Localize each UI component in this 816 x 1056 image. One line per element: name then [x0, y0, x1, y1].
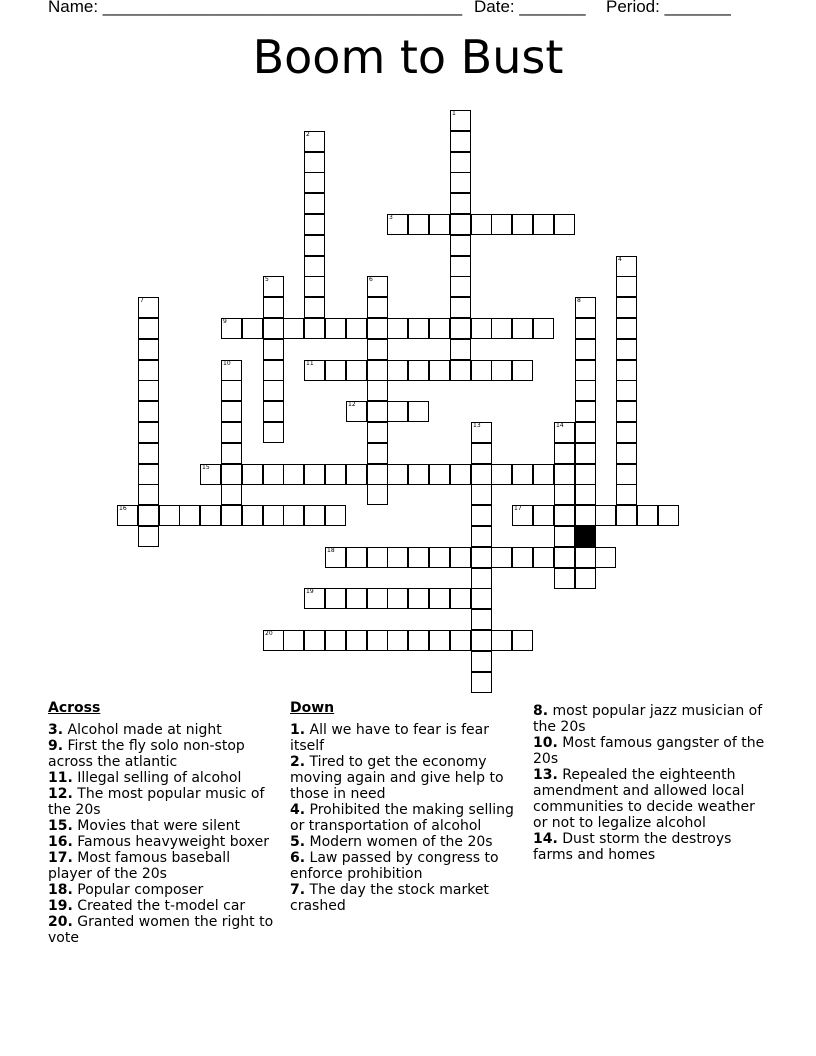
clue-item	[48, 818, 276, 834]
crossword-cell[interactable]	[554, 505, 575, 526]
page-title: Boom to Bust	[252, 30, 564, 84]
clue-item-number: 15.	[48, 818, 73, 834]
crossword-cell[interactable]	[346, 464, 367, 485]
crossword-cell[interactable]	[450, 172, 471, 193]
clue-item-text: First the fly solo non-stop across the atlantic	[48, 738, 245, 770]
crossword-cell[interactable]	[221, 422, 242, 443]
down-clues-column-1	[290, 700, 518, 914]
clue-item-text: Illegal selling of alcohol	[72, 770, 242, 786]
crossword-cell[interactable]	[138, 443, 159, 464]
clue-item	[290, 882, 518, 914]
clue-item-number: 17.	[48, 850, 73, 866]
clue-number: 8	[577, 297, 581, 304]
crossword-cell[interactable]	[616, 318, 637, 339]
clue-item-number: 4.	[290, 802, 306, 818]
clue-item-number: 18.	[48, 882, 73, 898]
clue-item	[533, 735, 773, 767]
crossword-cell[interactable]	[325, 464, 346, 485]
clue-item	[290, 802, 518, 834]
clue-item-text: All we have to fear is fear itself	[290, 722, 489, 754]
crossword-cell[interactable]	[325, 588, 346, 609]
crossword-cell[interactable]	[533, 505, 554, 526]
crossword-cell[interactable]	[512, 547, 533, 568]
crossword-cell[interactable]	[450, 297, 471, 318]
clue-item-text: Granted women the right to vote	[48, 914, 274, 946]
clue-number: 4	[618, 256, 622, 263]
crossword-cell[interactable]	[346, 630, 367, 651]
clue-number: 3	[389, 214, 393, 221]
clue-item-text: Modern women of the 20s	[305, 834, 493, 850]
crossword-cell[interactable]	[471, 214, 492, 235]
crossword-cell[interactable]	[304, 172, 325, 193]
crossword-cell[interactable]	[221, 360, 242, 381]
crossword-cell[interactable]	[554, 568, 575, 589]
crossword-cell[interactable]	[429, 588, 450, 609]
crossword-cell[interactable]	[491, 464, 512, 485]
crossword-cell[interactable]	[575, 443, 596, 464]
clue-item	[533, 703, 773, 735]
clue-item-text: The day the stock market crashed	[290, 882, 489, 914]
crossword-cell[interactable]	[367, 276, 388, 297]
clue-number: 9	[223, 318, 227, 325]
crossword-cell[interactable]	[117, 505, 138, 526]
crossword-cell[interactable]	[367, 422, 388, 443]
crossword-cell[interactable]	[367, 630, 388, 651]
clue-item	[533, 767, 773, 831]
crossword-cell[interactable]	[304, 588, 325, 609]
crossword-cell[interactable]	[471, 651, 492, 672]
crossword-cell[interactable]	[200, 464, 221, 485]
crossword-cell[interactable]	[575, 318, 596, 339]
clue-item	[48, 738, 276, 770]
clue-number: 20	[265, 630, 273, 637]
clue-item	[290, 834, 518, 850]
crossword-cell[interactable]	[616, 256, 637, 277]
crossword-cell[interactable]	[304, 193, 325, 214]
clue-number: 2	[306, 131, 310, 138]
crossword-cell[interactable]	[263, 339, 284, 360]
crossword-cell[interactable]	[595, 505, 616, 526]
clue-item-number: 9.	[48, 738, 64, 754]
crossword-cell[interactable]	[450, 152, 471, 173]
crossword-cell[interactable]	[554, 214, 575, 235]
crossword-cell[interactable]	[367, 360, 388, 381]
crossword-cell[interactable]	[304, 256, 325, 277]
clue-number: 11	[306, 360, 314, 367]
clue-item-number: 12.	[48, 786, 73, 802]
crossword-cell[interactable]	[575, 505, 596, 526]
clue-item-text: Famous heavyweight boxer	[72, 834, 269, 850]
crossword-cell[interactable]	[325, 360, 346, 381]
crossword-cell[interactable]	[283, 464, 304, 485]
crossword-cell[interactable]	[471, 588, 492, 609]
period-field-label: Period: _______	[606, 0, 731, 16]
clue-item-text: Most famous baseball player of the 20s	[48, 850, 231, 882]
crossword-cell[interactable]	[575, 547, 596, 568]
crossword-cell[interactable]	[138, 484, 159, 505]
crossword-cell[interactable]	[325, 505, 346, 526]
clue-item-text: Law passed by congress to enforce prohibition	[290, 850, 499, 882]
crossword-cell[interactable]	[408, 318, 429, 339]
clue-item	[290, 722, 518, 754]
crossword-cell[interactable]	[367, 547, 388, 568]
crossword-cell[interactable]	[429, 630, 450, 651]
across-clues	[48, 700, 276, 946]
crossword-cell[interactable]	[263, 276, 284, 297]
crossword-cell[interactable]	[367, 318, 388, 339]
crossword-cell[interactable]	[491, 360, 512, 381]
black-cell	[575, 526, 596, 547]
clue-item-number: 13.	[533, 767, 558, 783]
crossword-cell[interactable]	[575, 380, 596, 401]
clue-item-text: most popular jazz musician of the 20s	[533, 703, 763, 735]
crossword-cell[interactable]	[491, 318, 512, 339]
name-field-label: Name: ______________________________________	[48, 0, 463, 16]
clue-number: 12	[348, 401, 356, 408]
down-heading: Down	[290, 700, 335, 716]
crossword-cell[interactable]	[408, 214, 429, 235]
crossword-cell[interactable]	[554, 443, 575, 464]
clue-item	[48, 834, 276, 850]
crossword-cell[interactable]	[304, 464, 325, 485]
crossword-cell[interactable]	[533, 547, 554, 568]
crossword-cell[interactable]	[637, 505, 658, 526]
crossword-cell[interactable]	[533, 318, 554, 339]
crossword-cell[interactable]	[221, 464, 242, 485]
crossword-cell[interactable]	[450, 235, 471, 256]
crossword-cell[interactable]	[471, 526, 492, 547]
crossword-cell[interactable]	[450, 276, 471, 297]
crossword-cell[interactable]	[325, 547, 346, 568]
crossword-cell[interactable]	[512, 214, 533, 235]
crossword-cell[interactable]	[138, 464, 159, 485]
crossword-cell[interactable]	[512, 318, 533, 339]
crossword-cell[interactable]	[408, 360, 429, 381]
crossword-cell[interactable]	[471, 672, 492, 693]
crossword-cell[interactable]	[512, 464, 533, 485]
clue-number: 16	[119, 505, 127, 512]
clue-item-number: 20.	[48, 914, 73, 930]
clue-number: 10	[223, 360, 231, 367]
crossword-cell[interactable]	[367, 339, 388, 360]
crossword-cell[interactable]	[304, 235, 325, 256]
crossword-cell[interactable]	[575, 339, 596, 360]
crossword-cell[interactable]	[616, 464, 637, 485]
crossword-cell[interactable]	[138, 380, 159, 401]
crossword-cell[interactable]	[242, 505, 263, 526]
crossword-cell[interactable]	[367, 401, 388, 422]
crossword-cell[interactable]	[346, 318, 367, 339]
crossword-cell[interactable]	[450, 547, 471, 568]
crossword-cell[interactable]	[471, 318, 492, 339]
crossword-cell[interactable]	[512, 505, 533, 526]
clue-item-text: The most popular music of the 20s	[48, 786, 265, 818]
clue-item-number: 14.	[533, 831, 558, 847]
crossword-cell[interactable]	[387, 214, 408, 235]
clue-item	[48, 722, 276, 738]
crossword-cell[interactable]	[263, 297, 284, 318]
crossword-cell[interactable]	[575, 422, 596, 443]
clue-item-number: 10.	[533, 735, 558, 751]
crossword-cell[interactable]	[200, 505, 221, 526]
crossword-cell[interactable]	[283, 505, 304, 526]
crossword-cell[interactable]	[138, 401, 159, 422]
crossword-cell[interactable]	[554, 484, 575, 505]
crossword-cell[interactable]	[179, 505, 200, 526]
crossword-cell[interactable]	[263, 360, 284, 381]
crossword-cell[interactable]	[304, 505, 325, 526]
crossword-cell[interactable]	[387, 318, 408, 339]
clue-item	[533, 831, 773, 863]
clue-item-text: Prohibited the making selling or transportation of alcohol	[290, 802, 514, 834]
crossword-cell[interactable]	[450, 131, 471, 152]
crossword-cell[interactable]	[263, 505, 284, 526]
clue-number: 1	[452, 110, 456, 117]
crossword-cell[interactable]	[616, 339, 637, 360]
clue-item-text: Movies that were silent	[72, 818, 240, 834]
crossword-cell[interactable]	[575, 484, 596, 505]
crossword-cell[interactable]	[616, 422, 637, 443]
crossword-cell[interactable]	[471, 464, 492, 485]
crossword-cell[interactable]	[221, 318, 242, 339]
crossword-cell[interactable]	[616, 360, 637, 381]
crossword-cell[interactable]	[450, 339, 471, 360]
crossword-cell[interactable]	[387, 464, 408, 485]
crossword-cell[interactable]	[367, 443, 388, 464]
crossword-cell[interactable]	[575, 297, 596, 318]
clue-item	[290, 850, 518, 882]
clue-number: 6	[369, 276, 373, 283]
crossword-cell[interactable]	[221, 380, 242, 401]
crossword-cell[interactable]	[616, 505, 637, 526]
crossword-cell[interactable]	[408, 464, 429, 485]
crossword-cell[interactable]	[304, 297, 325, 318]
crossword-cell[interactable]	[450, 630, 471, 651]
crossword-cell[interactable]	[575, 360, 596, 381]
crossword-cell[interactable]	[346, 401, 367, 422]
clue-item-number: 8.	[533, 703, 549, 719]
crossword-cell[interactable]	[533, 214, 554, 235]
crossword-cell[interactable]	[283, 318, 304, 339]
clue-item	[48, 786, 276, 818]
clue-item-number: 1.	[290, 722, 306, 738]
crossword-cell[interactable]	[450, 588, 471, 609]
crossword-cell[interactable]	[263, 464, 284, 485]
crossword-cell[interactable]	[616, 297, 637, 318]
crossword-cell[interactable]	[575, 464, 596, 485]
crossword-cell[interactable]	[471, 484, 492, 505]
crossword-cell[interactable]	[263, 630, 284, 651]
crossword-cell[interactable]	[450, 193, 471, 214]
crossword-cell[interactable]	[346, 588, 367, 609]
clue-number: 13	[473, 422, 481, 429]
crossword-cell[interactable]	[283, 630, 304, 651]
clue-number: 7	[140, 297, 144, 304]
clue-item	[290, 754, 518, 802]
crossword-cell[interactable]	[491, 630, 512, 651]
crossword-cell[interactable]	[367, 588, 388, 609]
crossword-cell[interactable]	[346, 547, 367, 568]
crossword-cell[interactable]	[304, 276, 325, 297]
crossword-cell[interactable]	[304, 152, 325, 173]
crossword-cell[interactable]	[491, 547, 512, 568]
crossword-cell[interactable]	[471, 505, 492, 526]
clue-item-text: Dust storm the destroys farms and homes	[533, 831, 732, 863]
crossword-cell[interactable]	[221, 505, 242, 526]
crossword-cell[interactable]	[367, 297, 388, 318]
crossword-cell[interactable]	[471, 547, 492, 568]
crossword-cell[interactable]	[138, 297, 159, 318]
crossword-cell[interactable]	[242, 464, 263, 485]
crossword-cell[interactable]	[471, 630, 492, 651]
clue-number: 5	[265, 276, 269, 283]
clue-number: 14	[556, 422, 564, 429]
crossword-cell[interactable]	[138, 526, 159, 547]
crossword-cell[interactable]	[491, 214, 512, 235]
crossword-cell[interactable]	[450, 360, 471, 381]
crossword-cell[interactable]	[408, 401, 429, 422]
clue-item-text: Tired to get the economy moving again and give help to those in need	[290, 754, 504, 802]
crossword-cell[interactable]	[221, 443, 242, 464]
crossword-cell[interactable]	[304, 131, 325, 152]
crossword-cell[interactable]	[138, 360, 159, 381]
crossword-cell[interactable]	[138, 422, 159, 443]
down-clues-column-2	[533, 703, 773, 863]
crossword-cell[interactable]	[471, 443, 492, 464]
crossword-cell[interactable]	[595, 547, 616, 568]
crossword-cell[interactable]	[263, 380, 284, 401]
crossword-cell[interactable]	[450, 110, 471, 131]
crossword-cell[interactable]	[554, 464, 575, 485]
crossword-cell[interactable]	[471, 568, 492, 589]
clue-item-number: 16.	[48, 834, 73, 850]
crossword-cell[interactable]	[616, 484, 637, 505]
crossword-cell[interactable]	[263, 422, 284, 443]
clue-number: 17	[514, 505, 522, 512]
crossword-cell[interactable]	[429, 360, 450, 381]
crossword-cell[interactable]	[263, 318, 284, 339]
crossword-cell[interactable]	[387, 588, 408, 609]
crossword-cell[interactable]	[159, 505, 180, 526]
crossword-cell[interactable]	[616, 443, 637, 464]
crossword-cell[interactable]	[408, 547, 429, 568]
clue-number: 15	[202, 464, 210, 471]
crossword-cell[interactable]	[512, 630, 533, 651]
crossword-cell[interactable]	[325, 630, 346, 651]
crossword-cell[interactable]	[304, 214, 325, 235]
crossword-cell[interactable]	[367, 464, 388, 485]
crossword-cell[interactable]	[429, 214, 450, 235]
crossword-cell[interactable]	[450, 464, 471, 485]
crossword-cell[interactable]	[471, 609, 492, 630]
crossword-cell[interactable]	[138, 505, 159, 526]
clue-item	[48, 914, 276, 946]
crossword-cell[interactable]	[554, 422, 575, 443]
crossword-cell[interactable]	[450, 214, 471, 235]
clue-item-number: 19.	[48, 898, 73, 914]
crossword-cell[interactable]	[221, 484, 242, 505]
clue-item-number: 6.	[290, 850, 306, 866]
crossword-cell[interactable]	[304, 360, 325, 381]
crossword-cell[interactable]	[387, 547, 408, 568]
crossword-cell[interactable]	[616, 401, 637, 422]
crossword-cell[interactable]	[429, 464, 450, 485]
crossword-cell[interactable]	[616, 380, 637, 401]
clue-item-number: 11.	[48, 770, 73, 786]
crossword-cell[interactable]	[387, 360, 408, 381]
crossword-cell[interactable]	[221, 401, 242, 422]
clue-number: 18	[327, 547, 335, 554]
crossword-cell[interactable]	[533, 464, 554, 485]
crossword-cell[interactable]	[471, 422, 492, 443]
crossword-cell[interactable]	[263, 401, 284, 422]
crossword-cell[interactable]	[450, 318, 471, 339]
crossword-cell[interactable]	[554, 547, 575, 568]
crossword-cell[interactable]	[471, 360, 492, 381]
clue-item-text: Alcohol made at night	[63, 722, 222, 738]
crossword-cell[interactable]	[512, 360, 533, 381]
crossword-cell[interactable]	[658, 505, 679, 526]
crossword-cell[interactable]	[325, 318, 346, 339]
clue-item-text: Created the t-model car	[72, 898, 246, 914]
crossword-cell[interactable]	[304, 630, 325, 651]
crossword-cell[interactable]	[138, 318, 159, 339]
crossword-cell[interactable]	[429, 547, 450, 568]
crossword-cell[interactable]	[408, 630, 429, 651]
crossword-cell[interactable]	[346, 360, 367, 381]
clue-item	[48, 770, 276, 786]
across-heading: Across	[48, 700, 101, 716]
clue-number: 19	[306, 588, 314, 595]
date-field-label: Date: _______	[474, 0, 586, 16]
clue-item-number: 3.	[48, 722, 64, 738]
crossword-cell[interactable]	[575, 568, 596, 589]
crossword-cell[interactable]	[554, 526, 575, 547]
crossword-cell[interactable]	[387, 401, 408, 422]
crossword-cell[interactable]	[242, 318, 263, 339]
clue-item-text: Most famous gangster of the 20s	[533, 735, 765, 767]
crossword-cell[interactable]	[367, 380, 388, 401]
crossword-cell[interactable]	[616, 276, 637, 297]
clue-item	[48, 882, 276, 898]
clue-item-number: 7.	[290, 882, 306, 898]
crossword-cell[interactable]	[429, 318, 450, 339]
clue-item	[48, 898, 276, 914]
crossword-cell[interactable]	[450, 256, 471, 277]
clue-item-number: 2.	[290, 754, 306, 770]
crossword-cell[interactable]	[304, 318, 325, 339]
crossword-cell[interactable]	[387, 630, 408, 651]
clue-item-text: Popular composer	[72, 882, 204, 898]
clue-item-text: Repealed the eighteenth amendment and allowed local communities to decide weather or not to legalize alcohol	[533, 767, 755, 831]
clue-item	[48, 850, 276, 882]
crossword-cell[interactable]	[408, 588, 429, 609]
crossword-cell[interactable]	[575, 401, 596, 422]
crossword-cell[interactable]	[138, 339, 159, 360]
clue-item-number: 5.	[290, 834, 306, 850]
crossword-cell[interactable]	[367, 484, 388, 505]
